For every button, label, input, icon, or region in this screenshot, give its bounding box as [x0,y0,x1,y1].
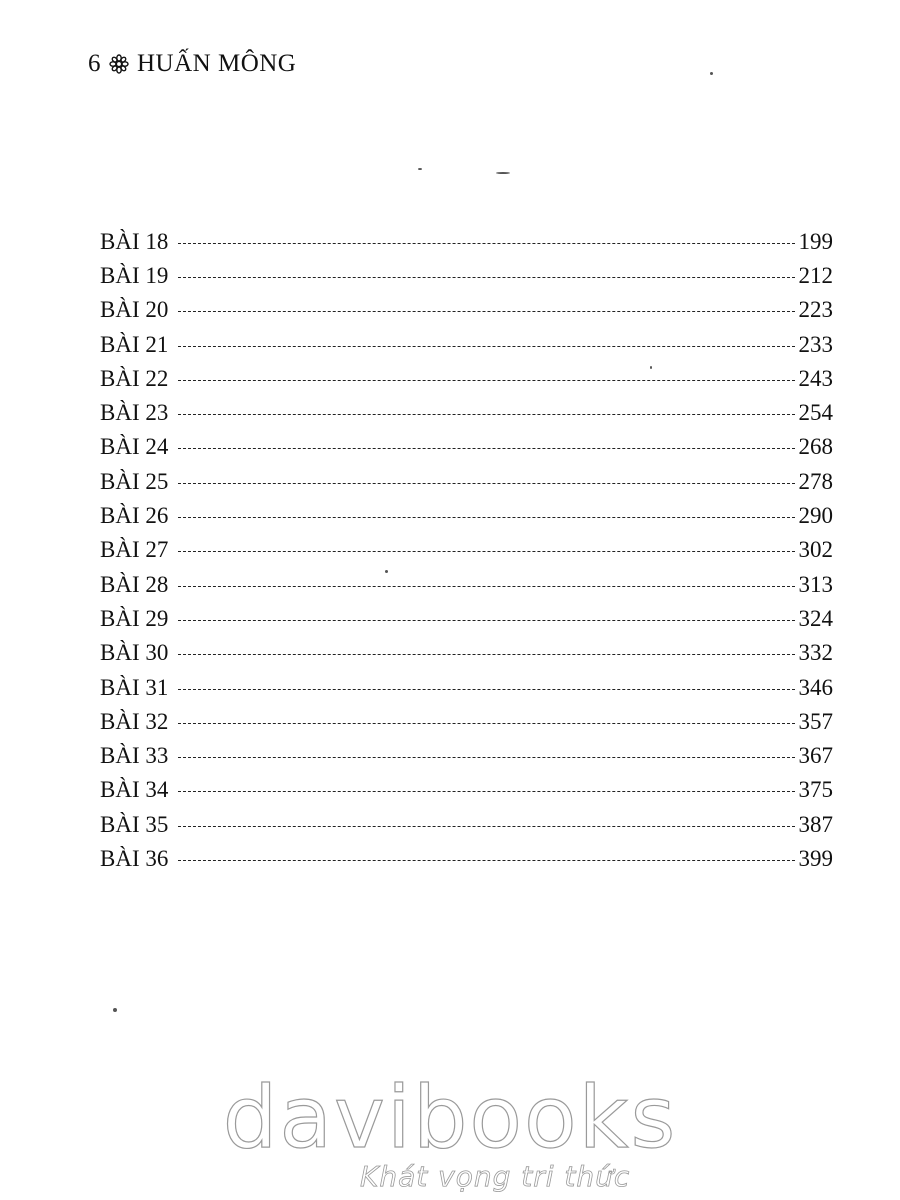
watermark-slogan: Khát vọng tri thức [360,1160,631,1193]
toc-entry [100,841,833,875]
toc-dotted-leader [178,757,794,758]
toc-entry-label: BÀI 34 [100,777,169,803]
toc-dotted-leader [178,277,794,278]
toc-entry-label: BÀI 31 [100,674,169,700]
toc-entry-page-number: 254 [798,400,833,426]
toc-entry-label: BÀI 32 [100,708,169,734]
toc-dotted-leader [178,517,794,518]
toc-dotted-leader [178,791,794,792]
toc-entry-page-number: 332 [798,640,833,666]
toc-entry-label: BÀI 30 [100,640,169,666]
scan-speck [496,172,510,174]
toc-dotted-leader [178,689,794,690]
toc-entry-page-number: 357 [798,708,833,734]
toc-entry-page-number: 324 [798,605,833,631]
toc-entry [100,567,833,601]
toc-entry-page-number: 199 [798,228,833,254]
toc-entry [100,807,833,841]
toc-entry [100,533,833,567]
toc-dotted-leader [178,346,794,347]
toc-dotted-leader [178,860,794,861]
toc-entry-label: BÀI 21 [100,331,169,357]
toc-entry [100,361,833,395]
toc-entry-label: BÀI 35 [100,811,169,837]
toc-entry-label: BÀI 28 [100,571,169,597]
toc-entry [100,601,833,635]
toc-entry-page-number: 268 [798,434,833,460]
scan-speck [385,570,388,573]
toc-entry-page-number: 375 [798,777,833,803]
toc-entry-label: BÀI 36 [100,845,169,871]
toc-entry-label: BÀI 26 [100,503,169,529]
header-page-number: 6 [88,50,101,77]
toc-entry [100,670,833,704]
toc-entry-page-number: 346 [798,674,833,700]
toc-entry-label: BÀI 24 [100,434,169,460]
toc-entry-page-number: 290 [798,503,833,529]
toc-dotted-leader [178,448,794,449]
toc-entry-label: BÀI 23 [100,400,169,426]
toc-entry-page-number: 233 [798,331,833,357]
toc-entry [100,258,833,292]
toc-entry [100,464,833,498]
toc-dotted-leader [178,311,794,312]
toc-dotted-leader [178,723,794,724]
toc-entry [100,738,833,772]
toc-entry-page-number: 399 [798,845,833,871]
toc-dotted-leader [178,243,794,244]
toc-dotted-leader [178,414,794,415]
toc-entry-label: BÀI 25 [100,468,169,494]
toc-entry [100,704,833,738]
header-book-title: HUẤN MÔNG [137,50,297,77]
toc-entry-label: BÀI 27 [100,537,169,563]
toc-dotted-leader [178,586,794,587]
scan-speck [710,72,713,75]
toc-entry-page-number: 313 [798,571,833,597]
toc-entry [100,636,833,670]
toc-entry-label: BÀI 22 [100,365,169,391]
flower-ornament-icon [109,54,129,74]
toc-dotted-leader [178,654,794,655]
toc-entry-label: BÀI 33 [100,743,169,769]
toc-dotted-leader [178,380,794,381]
toc-entry-page-number: 302 [798,537,833,563]
running-header [88,50,296,78]
toc-entry [100,224,833,258]
toc-dotted-leader [178,551,794,552]
toc-entry [100,430,833,464]
scan-speck [113,1008,117,1012]
toc-entry-label: BÀI 19 [100,262,169,288]
toc-entry-label: BÀI 29 [100,605,169,631]
toc-entry-page-number: 223 [798,297,833,323]
toc-entry [100,327,833,361]
toc-entry-page-number: 367 [798,743,833,769]
toc-entry-page-number: 243 [798,365,833,391]
toc-entry [100,293,833,327]
toc-entry [100,498,833,532]
table-of-contents [100,224,833,876]
toc-dotted-leader [178,483,794,484]
scan-speck [650,366,652,369]
toc-dotted-leader [178,826,794,827]
toc-entry [100,773,833,807]
toc-entry-page-number: 278 [798,468,833,494]
toc-dotted-leader [178,620,794,621]
scan-speck [418,168,422,170]
toc-entry-page-number: 212 [798,262,833,288]
toc-entry [100,395,833,429]
watermark-brand: davibooks [222,1068,678,1168]
toc-entry-label: BÀI 20 [100,297,169,323]
toc-entry-page-number: 387 [798,811,833,837]
toc-entry-label: BÀI 18 [100,228,169,254]
